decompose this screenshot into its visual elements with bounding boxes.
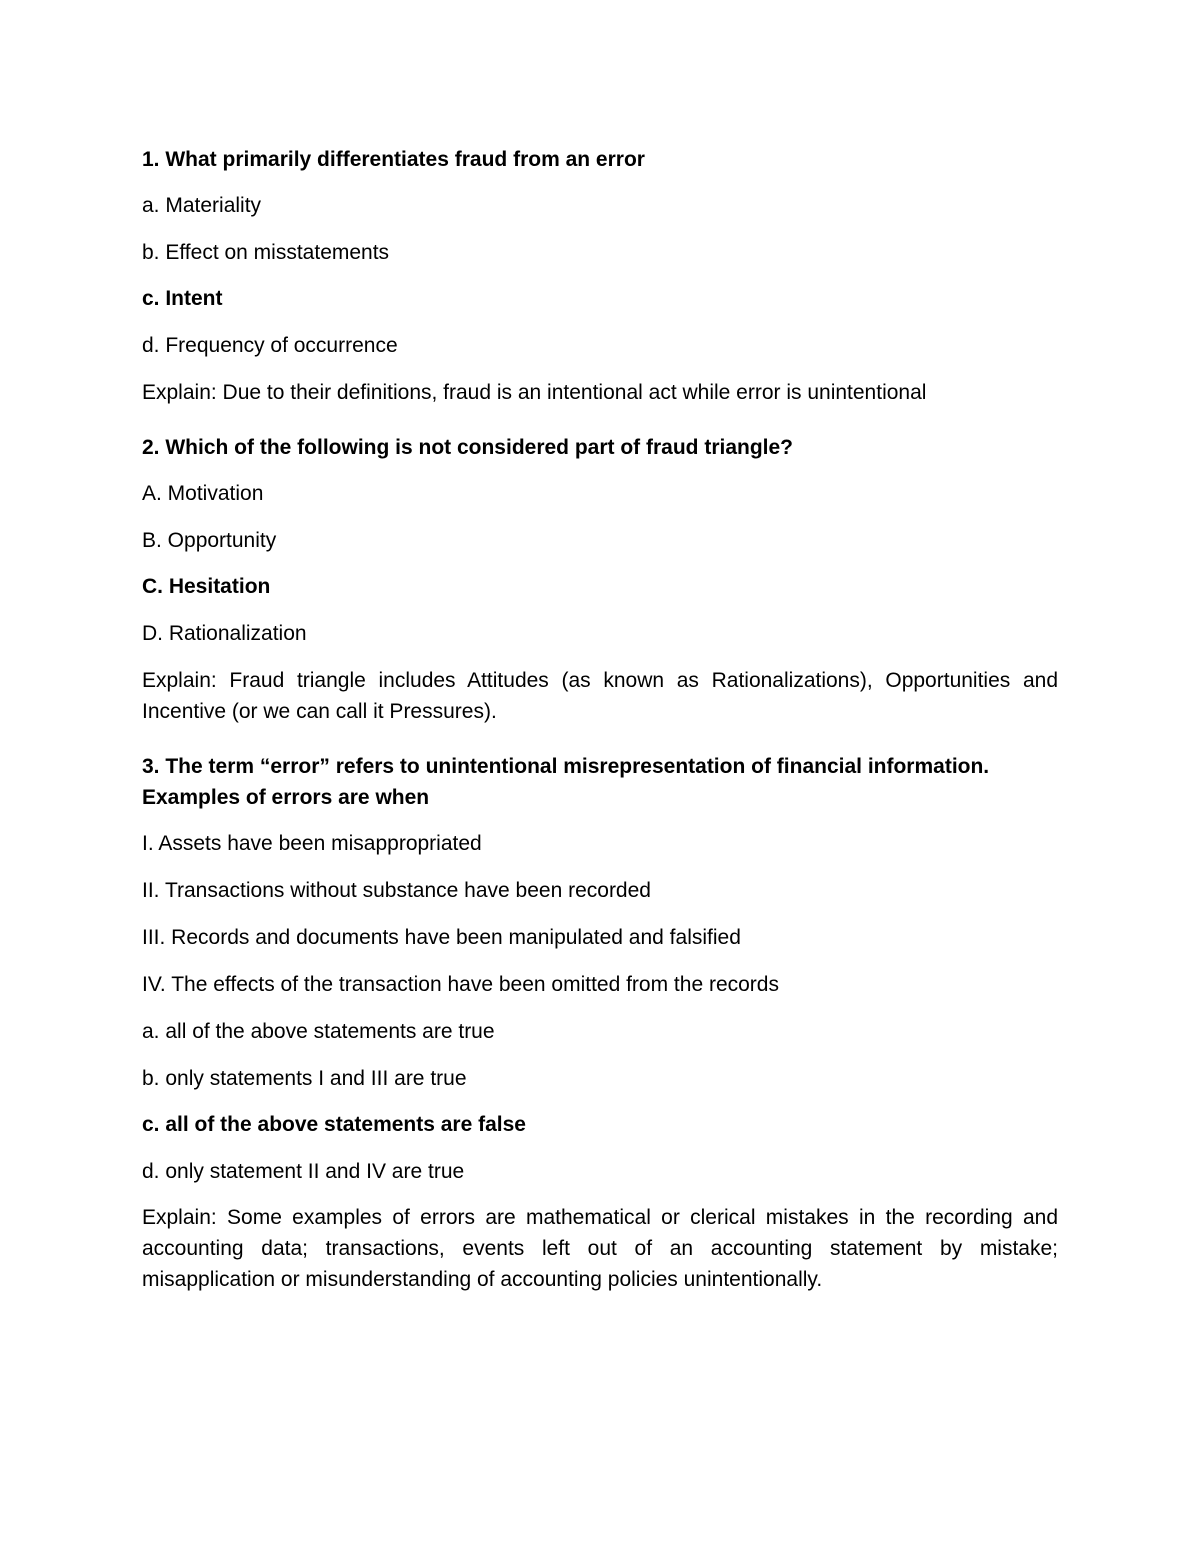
question-1-text: 1. What primarily differentiates fraud from an error	[142, 148, 645, 171]
question-3-option-a: a. all of the above statements are true	[142, 1020, 495, 1043]
question-3-statement-i: I. Assets have been misappropriated	[142, 832, 482, 855]
question-2-option-d: D. Rationalization	[142, 622, 307, 645]
question-3-option-c-answer: c. all of the above statements are false	[142, 1113, 526, 1136]
question-3-statement-iv: IV. The effects of the transaction have been omitted from the records	[142, 973, 779, 996]
question-3-explanation: Explain: Some examples of errors are mathematical or clerical mistakes in the recording and accounting data; transactions, events left out of an accounting statement by mistake; misapplication or misunderstanding of accounting policies unintentionally.	[142, 1206, 1058, 1291]
question-2-text: 2. Which of the following is not considered part of fraud triangle?	[142, 436, 794, 459]
question-2-explanation: Explain: Fraud triangle includes Attitudes (as known as Rationalizations), Opportunities and Incentive (or we can call it Pressures).	[142, 669, 1058, 723]
question-2-option-a: A. Motivation	[142, 482, 264, 505]
question-3-option-b: b. only statements I and III are true	[142, 1067, 467, 1090]
question-3-statement-iii: III. Records and documents have been manipulated and falsified	[142, 926, 741, 949]
question-2-option-b: B. Opportunity	[142, 529, 277, 552]
question-1-option-c-answer: c. Intent	[142, 287, 223, 310]
question-2-option-c-answer: C. Hesitation	[142, 575, 271, 598]
question-1-option-a: a. Materiality	[142, 194, 262, 217]
question-1-option-b: b. Effect on misstatements	[142, 241, 390, 264]
question-1-option-d: d. Frequency of occurrence	[142, 334, 398, 357]
question-3-text: 3. The term “error” refers to unintentional misrepresentation of financial information. Examples of errors are when	[142, 755, 990, 809]
question-3-statement-ii: II. Transactions without substance have been recorded	[142, 879, 651, 902]
question-1-explanation: Explain: Due to their definitions, fraud is an intentional act while error is unintentional	[142, 381, 927, 404]
question-3-option-d: d. only statement II and IV are true	[142, 1160, 465, 1183]
